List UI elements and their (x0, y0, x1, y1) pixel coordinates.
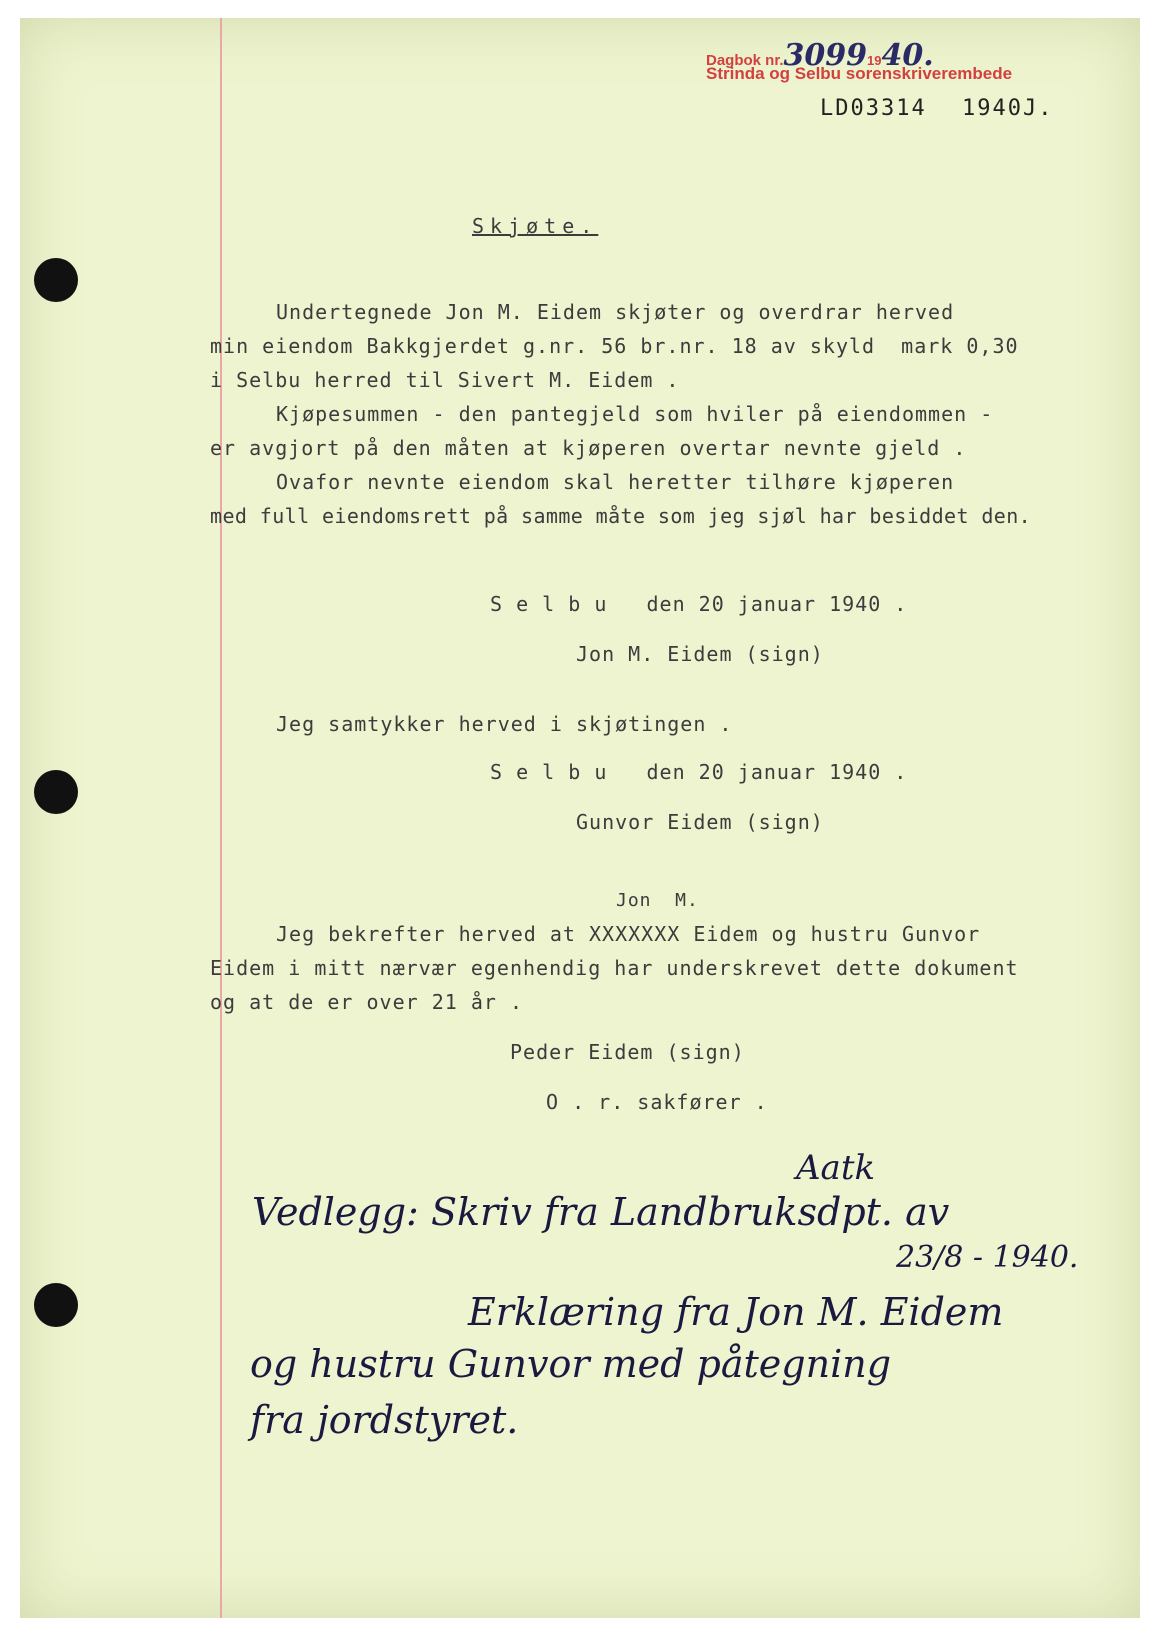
stamp-year: 40. (881, 38, 934, 73)
handwritten-attachment-line: Vedlegg: Skriv fra Landbruksdpt. av (252, 1190, 950, 1234)
witness-signature: Peder Eidem (sign) (510, 1040, 745, 1064)
body-line: i Selbu herred til Sivert M. Eidem . (210, 368, 680, 392)
document-page (20, 18, 1140, 1618)
punch-hole-middle (34, 770, 78, 814)
confirm-line: og at de er over 21 år . (210, 990, 523, 1014)
handwritten-date: 23/8 - 1940. (896, 1240, 1079, 1275)
registration-year: 1940J. (962, 96, 1054, 121)
document-title: Skjøte. (472, 214, 599, 238)
stamp-year-prefix: 19 (867, 53, 882, 68)
confirm-line: Eidem i mitt nærvær egenhendig har underskrevet dette dokument (210, 956, 1019, 980)
signature-2: Gunvor Eidem (sign) (576, 810, 824, 834)
body-line: Kjøpesummen - den pantegjeld som hviler på eiendommen - (276, 402, 994, 426)
body-line: Ovafor nevnte eiendom skal heretter tilhøre kjøperen (276, 470, 955, 494)
stamp-prefix: Dagbok nr. (706, 52, 784, 69)
body-line: er avgjort på den måten at kjøperen overtar nevnte gjeld . (210, 436, 967, 460)
body-line: med full eiendomsrett på samme måte som jeg sjøl har besiddet den. (210, 504, 1032, 528)
signature-1: Jon M. Eidem (sign) (576, 642, 824, 666)
handwritten-declaration-line: Erklæring fra Jon M. Eidem (468, 1290, 1004, 1334)
handwritten-declaration-line: fra jordstyret. (250, 1398, 519, 1442)
place-date-2: S e l b u den 20 januar 1940 . (490, 760, 908, 784)
handwritten-declaration-line: og hustru Gunvor med påtegning (250, 1342, 892, 1386)
stamp-number: 3099 (783, 38, 868, 73)
punch-hole-top (34, 258, 78, 302)
confirm-line: Jeg bekrefter herved at XXXXXXX Eidem og hustru Gunvor (276, 922, 981, 946)
body-line: Undertegnede Jon M. Eidem skjøter og overdrar herved (276, 300, 955, 324)
handwritten-note-top: Aatk (796, 1148, 876, 1188)
registration-number: LD03314 (820, 96, 927, 121)
confirm-insert: Jon M. (616, 890, 699, 911)
place-date-1: S e l b u den 20 januar 1940 . (490, 592, 908, 616)
court-name-stamp: Strinda og Selbu sorenskriverembede (706, 64, 1013, 83)
witness-title: O . r. sakfører . (546, 1090, 768, 1114)
consent-line: Jeg samtykker herved i skjøtingen . (276, 712, 733, 736)
punch-hole-bottom (34, 1283, 78, 1327)
body-line: min eiendom Bakkgjerdet g.nr. 56 br.nr. 18 av skyld mark 0,30 (210, 334, 1019, 358)
margin-line (220, 18, 222, 1618)
